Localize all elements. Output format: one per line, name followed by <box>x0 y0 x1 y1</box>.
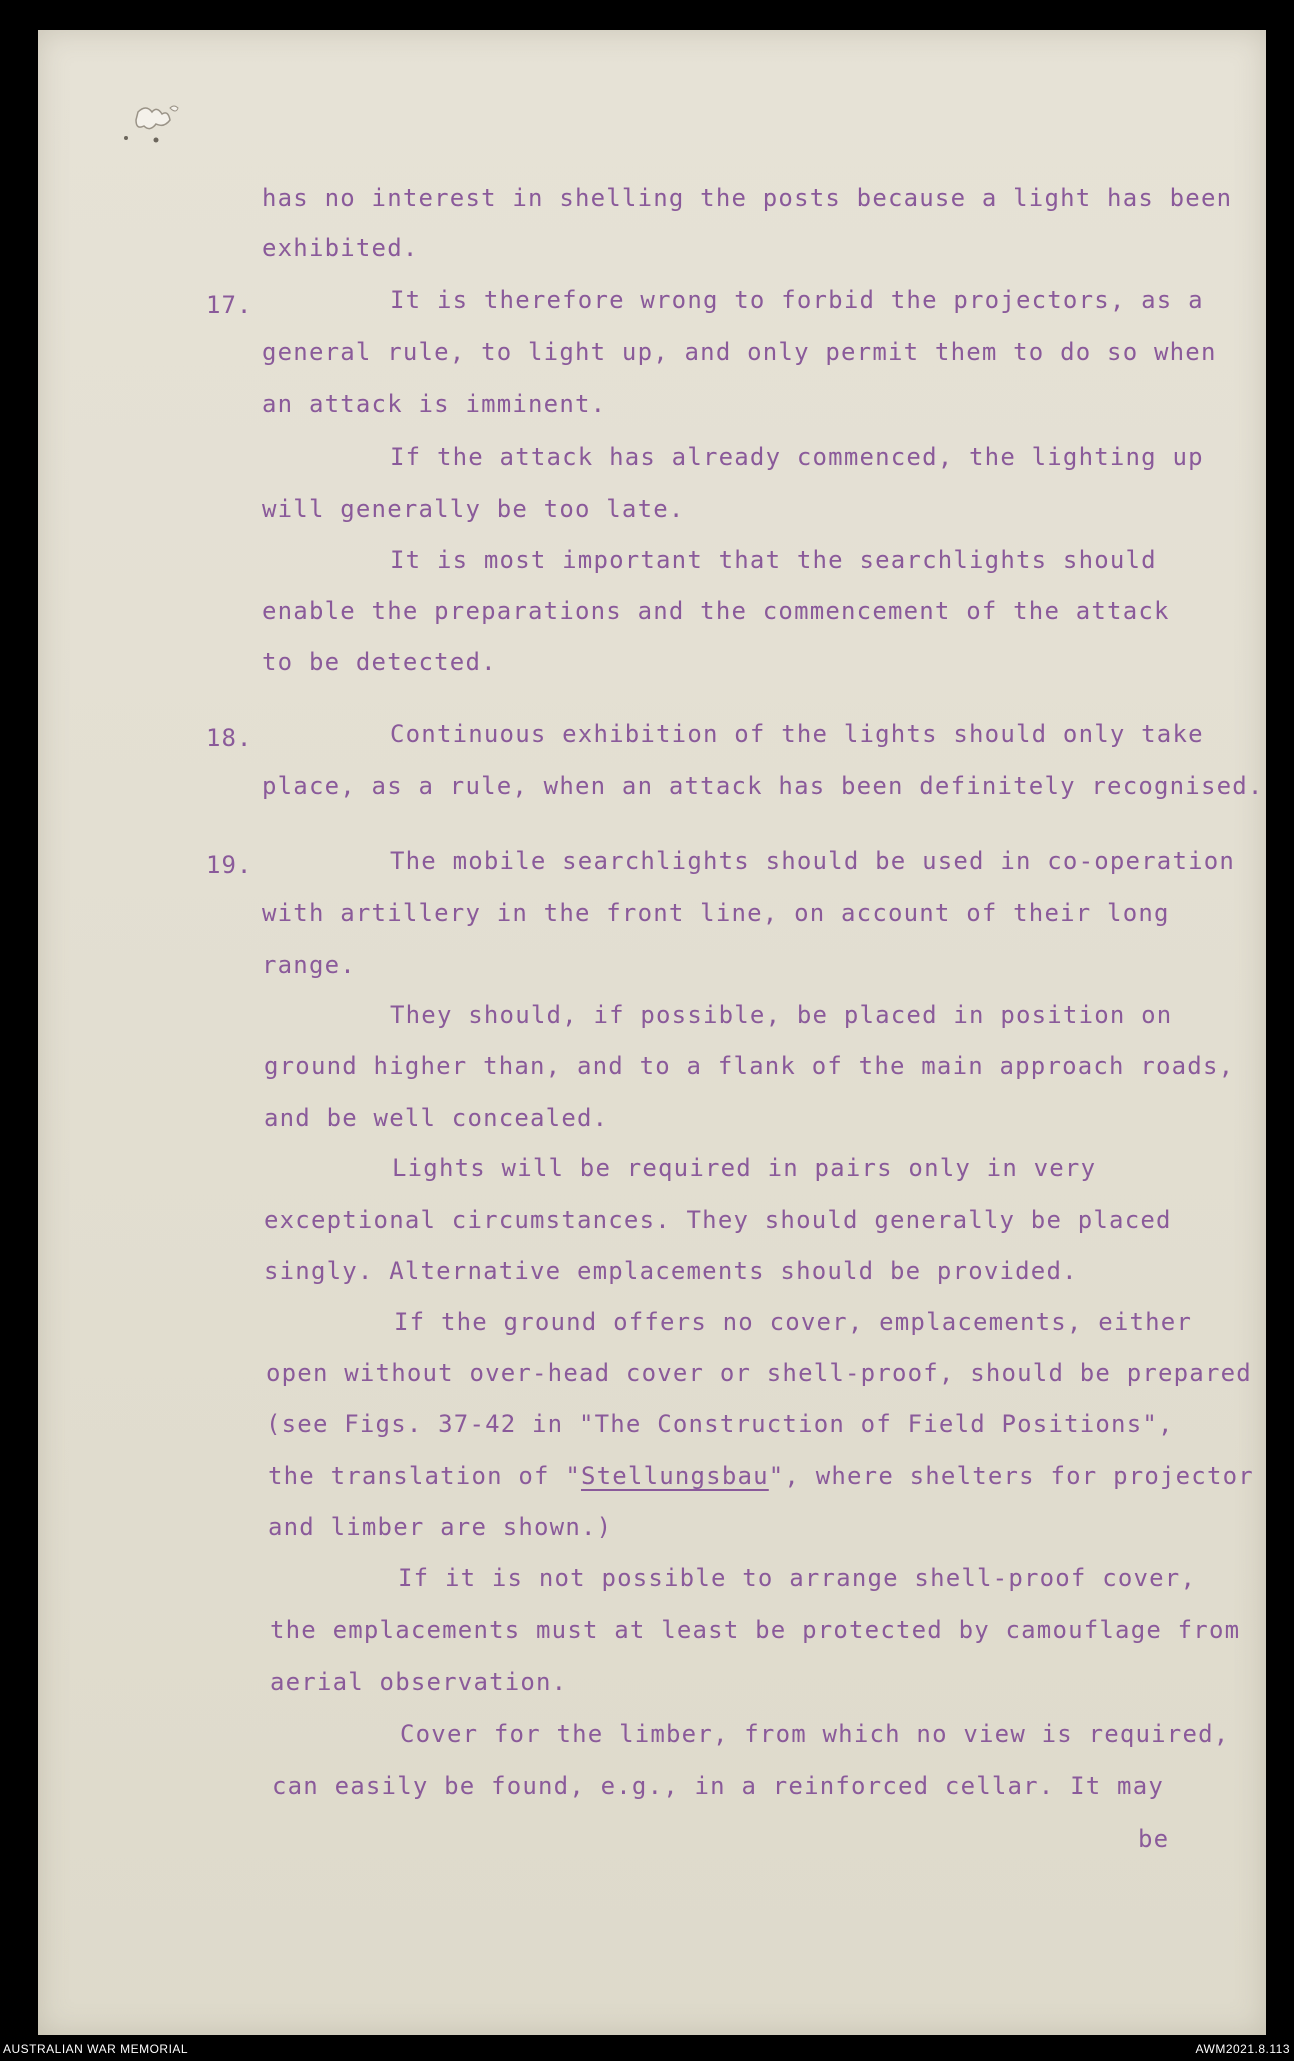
section-number-17: 17. <box>206 291 253 319</box>
text-line: If the ground offers no cover, emplacements, either <box>394 1308 1193 1336</box>
text-line: ground higher than, and to a flank of the main approach roads, <box>264 1052 1235 1080</box>
text-line: enable the preparations and the commencement of the attack <box>262 597 1170 625</box>
text-line: Lights will be required in pairs only in very <box>392 1154 1097 1182</box>
text-segment: ", where shelters for projector <box>768 1462 1254 1490</box>
text-line: The mobile searchlights should be used in co-operation <box>390 847 1236 875</box>
catchword: be <box>1138 1825 1170 1853</box>
text-line: exceptional circumstances. They should generally be placed <box>264 1206 1172 1234</box>
footer-credit: AUSTRALIAN WAR MEMORIAL <box>3 2042 189 2056</box>
text-line: to be detected. <box>262 648 497 676</box>
footer-accession-number: AWM2021.8.113 <box>1195 2042 1290 2056</box>
paper-damage-mark <box>108 92 198 152</box>
text-line: If the attack has already commenced, the lighting up <box>390 443 1204 471</box>
text-line: will generally be too late. <box>262 495 685 523</box>
text-line: open without over-head cover or shell-proof, should be prepared <box>266 1359 1252 1387</box>
text-line: exhibited. <box>262 234 419 262</box>
section-number-18: 18. <box>206 724 253 752</box>
text-line: can easily be found, e.g., in a reinforced cellar. It may <box>272 1772 1165 1800</box>
text-line: If it is not possible to arrange shell-proof cover, <box>398 1564 1197 1592</box>
underlined-title: Stellungsbau <box>580 1462 769 1490</box>
text-line: an attack is imminent. <box>262 390 607 418</box>
text-line: Continuous exhibition of the lights should only take <box>390 720 1204 748</box>
text-line: They should, if possible, be placed in position on <box>390 1001 1173 1029</box>
text-line: Cover for the limber, from which no view is required, <box>400 1720 1230 1748</box>
text-line: with artillery in the front line, on account of their long <box>262 899 1170 927</box>
document-page <box>38 30 1266 2035</box>
text-line: place, as a rule, when an attack has been definitely recognised. <box>262 772 1264 800</box>
section-number-19: 19. <box>206 851 253 879</box>
text-line: It is most important that the searchlights should <box>390 546 1157 574</box>
text-segment: the translation of " <box>268 1462 581 1490</box>
text-line: general rule, to light up, and only permit them to do so when <box>262 338 1217 366</box>
text-line: the emplacements must at least be protected by camouflage from <box>270 1616 1241 1644</box>
text-line <box>268 1464 1254 1488</box>
text-line: has no interest in shelling the posts because a light has been <box>262 184 1233 212</box>
text-line: and limber are shown.) <box>268 1513 613 1541</box>
text-line: aerial observation. <box>270 1668 568 1696</box>
text-line: singly. Alternative emplacements should be provided. <box>264 1257 1078 1285</box>
text-line: range. <box>262 951 356 979</box>
text-line: (see Figs. 37-42 in "The Construction of Field Positions", <box>266 1410 1174 1438</box>
text-line: and be well concealed. <box>264 1104 609 1132</box>
text-line: It is therefore wrong to forbid the projectors, as a <box>390 286 1204 314</box>
